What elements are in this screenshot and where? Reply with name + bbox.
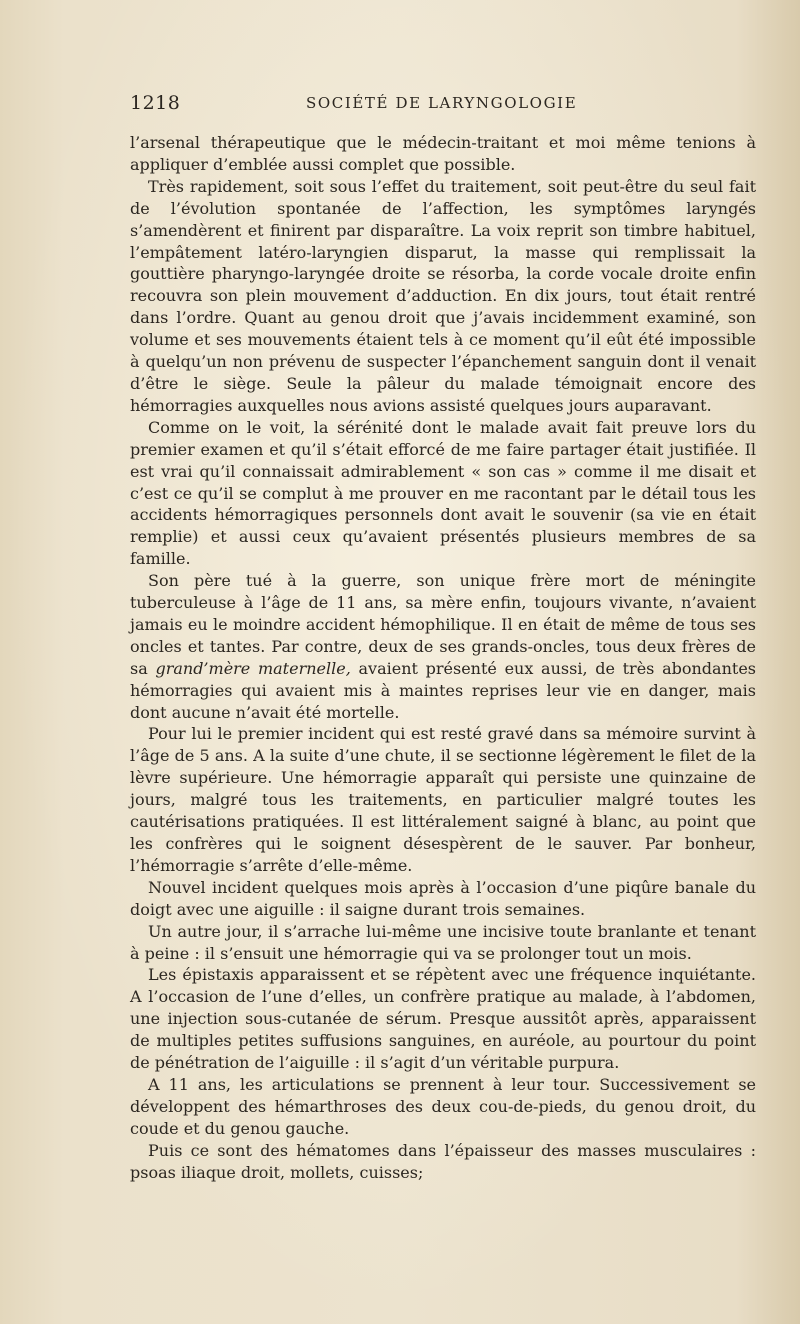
paragraph-3: Comme on le voit, la sérénité dont le malade avait fait preuve lors du premier examen et qu’il s’était efforcé de me faire partager était justifiée. Il est vrai qu’il connaissait admirablement « son cas » comme il me disait et c’est ce qu’il se complut à me prouver en me racontant par le détail tous les accidents hémorragiques personnels dont avait le souvenir (sa vie en était remplie) et aussi ceux qu’avaient présentés plusieurs membres de sa famille. <box>130 417 756 569</box>
body-text <box>130 132 756 1184</box>
paragraph-4-emphasis: grand’mère maternelle, <box>155 658 351 678</box>
paragraph-10: Puis ce sont des hématomes dans l’épaisseur des masses musculaires : psoas iliaque droit, mollets, cuisses; <box>130 1140 756 1182</box>
paragraph-8: Les épistaxis apparaissent et se répètent avec une fréquence inquiétante. A l’occasion de l’une d’elles, un confrère pratique au malade, à l’abdomen, une injection sous-cutanée de sérum. Presque aussitôt après, apparaissent de multiples petites suffusions sanguines, en auréole, au pourtour du point de pénétration de l’aiguille : il s’agit d’un véritable purpura. <box>130 965 756 1073</box>
paragraph-6: Nouvel incident quelques mois après à l’occasion d’une piqûre banale du doigt avec une aiguille : il saigne durant trois semaines. <box>130 877 756 919</box>
page-header <box>130 92 756 122</box>
running-head: SOCIÉTÉ DE LARYNGOLOGIE <box>306 94 578 112</box>
page-number: 1218 <box>130 92 181 114</box>
paragraph-2: Très rapidement, soit sous l’effet du traitement, soit peut-être du seul fait de l’évolution spontanée de l’affection, les symptômes laryngés s’amendèrent et finirent par disparaître. La voix reprit son timbre habituel, l’empâtement latéro-laryngien disparut, la masse qui remplissait la gouttière pharyngo-laryngée droite se résorba, la corde vocale droite enfin recouvra son plein mouvement d’adduction. En dix jours, tout était rentré dans l’ordre. Quant au genou droit que j’avais incidemment examiné, son volume et ses mouvements étaient tels à ce moment qu’il eût été impossible à quelqu’un non prévenu de suspecter l’épanchement sanguin dont il venait d’être le siège. Seule la pâleur du malade témoignait encore des hémorragies auxquelles nous avions assisté quelques jours auparavant. <box>130 176 756 415</box>
paragraph-5: Pour lui le premier incident qui est resté gravé dans sa mémoire survint à l’âge de 5 ans. A la suite d’une chute, il se sectionne légèrement le filet de la lèvre supérieure. Une hémorragie apparaît qui persiste une quinzaine de jours, malgré tous les traitements, en particulier malgré toutes les cautérisations pratiquées. Il est littéralement saigné à blanc, au point que les confrères qui le soignent désespèrent de le sauver. Par bonheur, l’hémorragie s’arrête d’elle-même. <box>130 724 756 875</box>
paragraph-9: A 11 ans, les articulations se prennent à leur tour. Successivement se développent des hémarthroses des deux cou-de-pieds, du genou droit, du coude et du genou gauche. <box>130 1074 756 1138</box>
paragraph-4 <box>130 570 756 723</box>
paragraph-4-text-b: avaient présenté eux aussi, de très abondantes hémorragies qui avaient mis à maintes reprises leur vie en danger, mais dont aucune n’avait été mortelle. <box>130 658 756 722</box>
paragraph-1: l’arsenal thérapeutique que le médecin-traitant et moi même tenions à appliquer d’emblée aussi complet que possible. <box>130 133 756 174</box>
paragraph-4-text-a: Son père tué à la guerre, son unique frère mort de méningite tuberculeuse à l’âge de 11 ans, sa mère enfin, toujours vivante, n’avaient jamais eu le moindre accident hémophilique. Il en était de même de tous ses oncles et tantes. Par contre, deux de ses grands-oncles, tous deux frères de sa <box>130 571 756 678</box>
paragraph-7: Un autre jour, il s’arrache lui-même une incisive toute branlante et tenant à peine : il s’ensuit une hémorragie qui va se prolonger tout un mois. <box>130 921 756 963</box>
